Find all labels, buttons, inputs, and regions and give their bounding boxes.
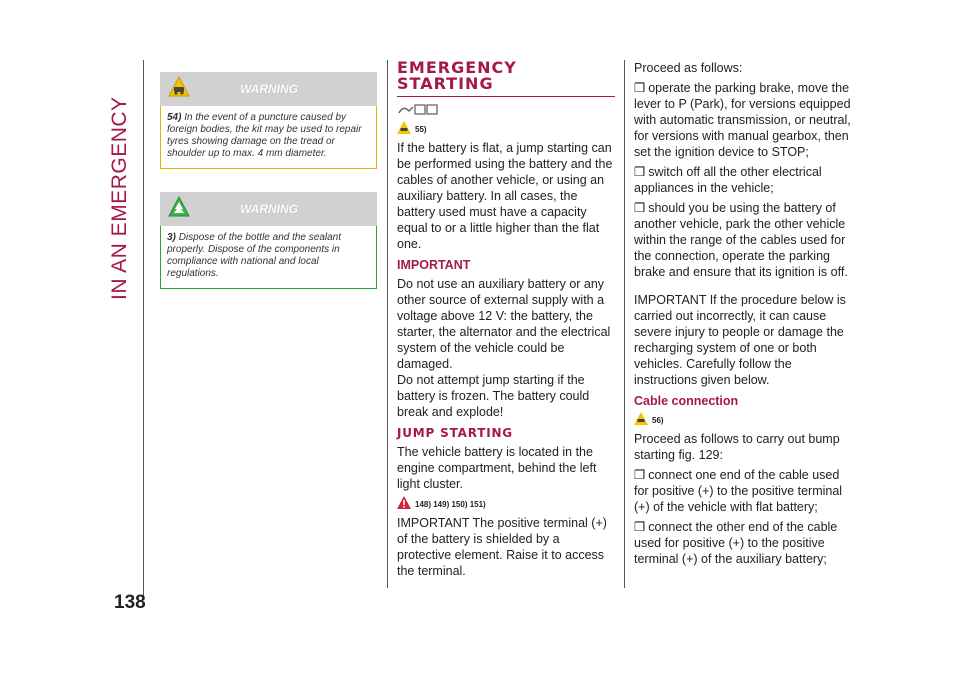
paragraph: Proceed as follows: (634, 61, 743, 75)
list-item: ❒ operate the parking brake, move the lever to P (Park), for versions equipped with automatic transmission, or neutral, for versions with manual gearbox, then set the ignition device to STOP; (634, 80, 854, 160)
paragraph: Proceed as follows to carry out bump starting fig. 129: (634, 432, 840, 462)
side-divider (143, 60, 144, 600)
reference-56 (634, 412, 854, 425)
car-warning-icon (168, 76, 190, 98)
list-item: ❒ connect the other end of the cable used for positive (+) to the positive terminal (+) of the auxiliary battery; (634, 519, 854, 567)
paragraph: Do not attempt jump starting if the battery is frozen. The battery could break and explode! (397, 373, 590, 419)
heading-line-1: EMERGENCY (397, 58, 517, 77)
warning-ref: 3) (167, 232, 176, 243)
warning-text: In the event of a puncture caused by foreign bodies, the kit may be used to repair tyres showing damage on the tread or shoulder up to max. 4 mm diameter. (167, 112, 362, 159)
warning-text: Dispose of the bottle and the sealant properly. Dispose of the components in compliance with national and local regulations. (167, 232, 342, 279)
warning-body (160, 226, 377, 289)
column-procedure (634, 60, 854, 571)
reference-label: 148) 149) 150) 151) (415, 500, 486, 509)
warning-header (160, 192, 377, 226)
important-heading: IMPORTANT (397, 258, 471, 272)
section-side-title: IN AN EMERGENCY (108, 96, 131, 300)
page-number: 138 (114, 592, 146, 613)
list-item: ❒ switch off all the other electrical appliances in the vehicle; (634, 164, 854, 196)
important-paragraph: IMPORTANT If the procedure below is carried out incorrectly, it can cause severe injury to people or damage the recharging system of one or both vehicles. Carefully follow the instructions given below. (634, 293, 846, 387)
warning-title: WARNING (240, 82, 298, 96)
warning-header (160, 72, 377, 106)
reference-55 (397, 121, 615, 134)
list-item: ❒ should you be using the battery of another vehicle, park the other vehicle within the range of the cables used for the connection, operate the parking brake and ensure that its ignition is off. (634, 200, 854, 280)
reference-label: 55) (415, 125, 427, 134)
column-emergency-starting (397, 60, 615, 583)
paragraph: Do not use an auxiliary battery or any other source of external supply with a voltage above 12 V: the battery, the starter, the alternator and the electrical system of the vehicle could be damaged. (397, 277, 611, 371)
warning-box-disposal (160, 192, 377, 289)
car-warning-icon (634, 412, 648, 425)
warning-body (160, 106, 377, 169)
warning-ref: 54) (167, 112, 182, 123)
environment-tree-icon (168, 196, 190, 218)
battery-symbol-row (397, 101, 615, 119)
warning-box-puncture (160, 72, 377, 169)
column-divider-1 (387, 60, 388, 588)
column-divider-2 (624, 60, 625, 588)
section-heading (397, 60, 615, 97)
jump-starting-heading: JUMP STARTING (397, 426, 513, 440)
danger-warning-icon (397, 496, 411, 509)
warning-title: WARNING (240, 202, 298, 216)
heading-line-2: STARTING (397, 74, 494, 93)
reference-148-151 (397, 496, 615, 509)
paragraph: IMPORTANT The positive terminal (+) of the battery is shielded by a protective element. Raise it to access the terminal. (397, 516, 607, 578)
cable-connection-heading: Cable connection (634, 394, 739, 408)
battery-tool-icon (397, 101, 441, 117)
paragraph: The vehicle battery is located in the engine compartment, behind the left light cluster. (397, 445, 597, 491)
list-item: ❒ connect one end of the cable used for positive (+) to the positive terminal (+) of the vehicle with flat battery; (634, 467, 854, 515)
reference-label: 56) (652, 416, 664, 425)
car-warning-icon (397, 121, 411, 134)
paragraph: If the battery is flat, a jump starting can be performed using the battery and the cables of another vehicle, or using an auxiliary battery. In all cases, the battery used must have a capacity equal to or a little higher than the flat one. (397, 141, 613, 251)
